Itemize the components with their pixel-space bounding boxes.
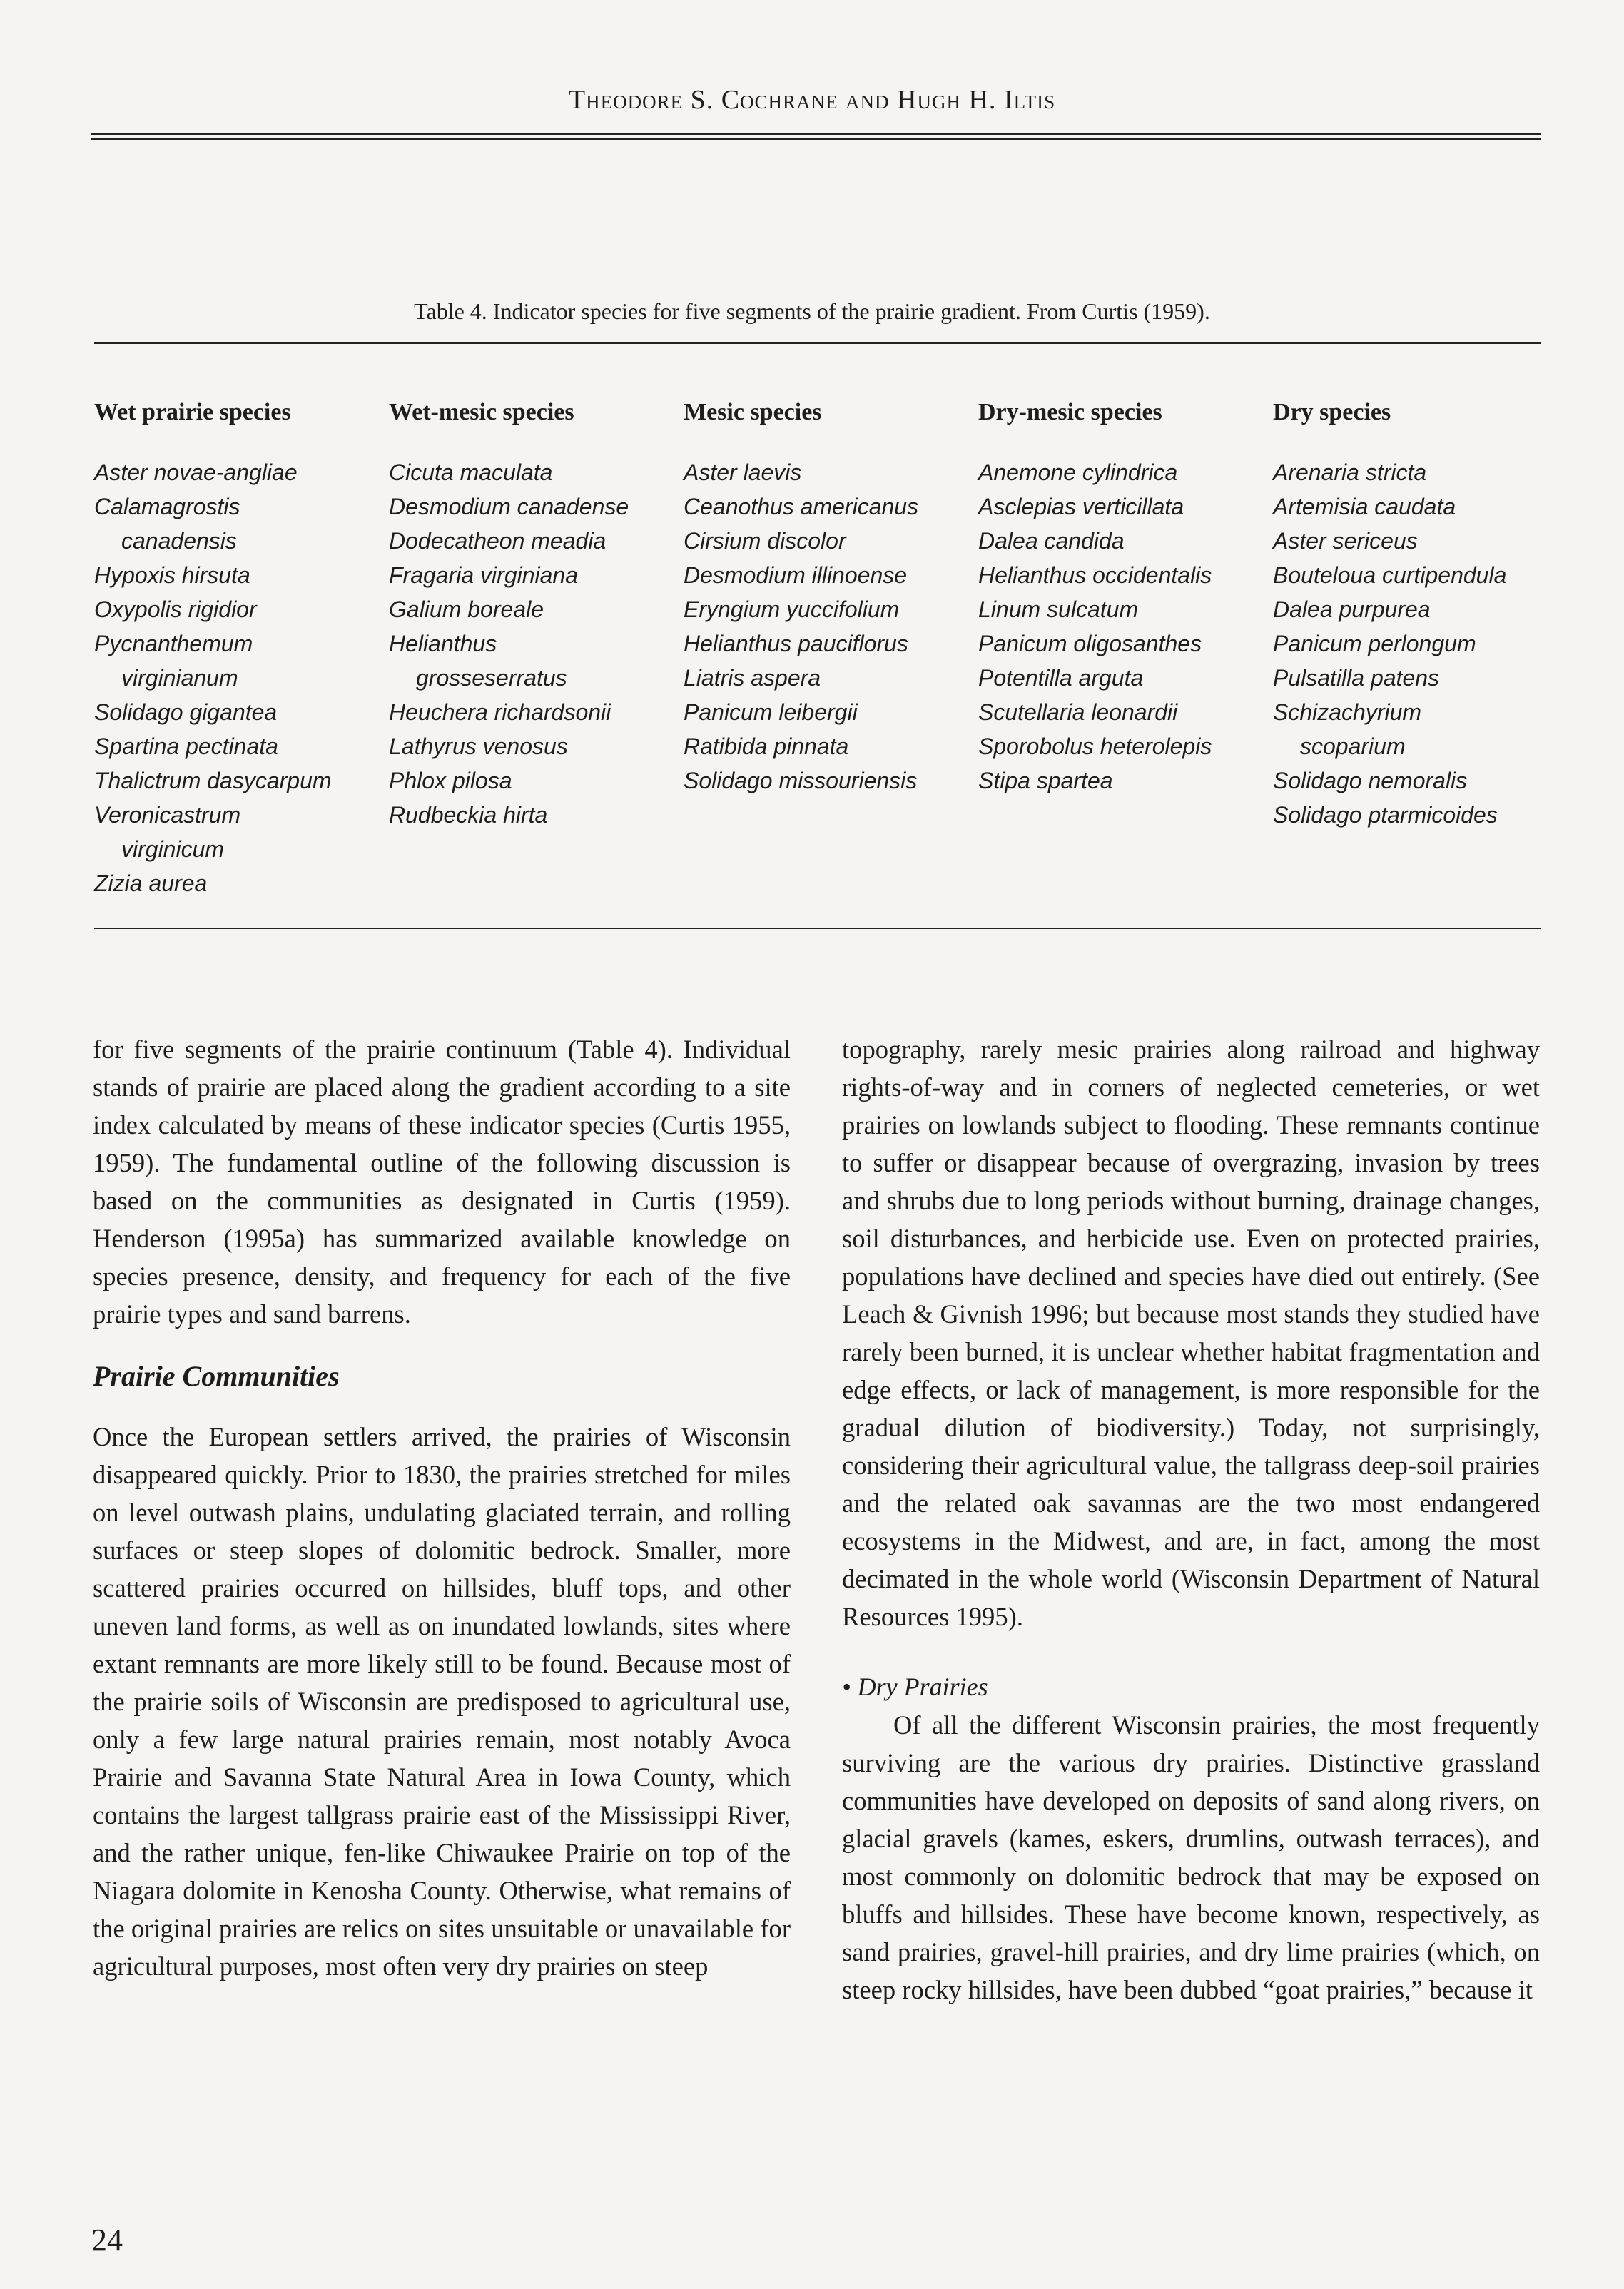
table-header: Dry species <box>1273 399 1391 425</box>
table-cell: Anemone cylindrica <box>978 460 1178 485</box>
table-cell: Desmodium illinoense <box>684 562 908 588</box>
table-cell: Dalea purpurea <box>1273 597 1431 622</box>
table-cell: Zizia aurea <box>94 871 208 896</box>
table-cell: Artemisia caudata <box>1273 494 1456 519</box>
running-head: Theodore S. Cochrane and Hugh H. Iltis <box>568 85 1056 115</box>
table-cell: Panicum leibergii <box>684 699 858 725</box>
table-header: Dry-mesic species <box>978 399 1162 425</box>
table-cell: Eryngium yuccifolium <box>684 597 900 622</box>
page-number: 24 <box>91 2223 123 2258</box>
table-cell: Ceanothus americanus <box>684 494 919 519</box>
table-cell: Helianthus <box>389 631 497 656</box>
table-cell: Bouteloua curtipendula <box>1273 562 1507 588</box>
table-cell: Calamagrostis <box>94 494 240 519</box>
left-text-column <box>93 1030 791 1985</box>
body-paragraph: Once the European settlers arrived, the prairies of Wisconsin disappeared quickly. Prior to 1830, the prairies stretched for miles on level outwash plains, undulating glaciated terrain, and rolling surfaces or steep slopes of dolomitic bedrock. Smaller, more scattered prairies occurred on hillsides, bluff tops, and other uneven land forms, as well as on inundated lowlands, sites where extant remnants are more likely still to be found. Because most of the prairie soils of Wisconsin are predisposed to agricultural use, only a few large natural prairies remain, most notably Avoca Prairie and Savanna State Natural Area in Iowa County, which contains the largest tallgrass prairie east of the Mississippi River, and the rather unique, fen-like Chiwaukee Prairie on top of the Niagara dolomite in Kenosha County. Otherwise, what remains of the original prairies are relics on sites unsuitable or unavailable for agricultural purposes, most often very dry prairies on steep <box>93 1422 791 1981</box>
section-heading: Prairie Communities <box>93 1360 340 1392</box>
table-cell: Heuchera richardsonii <box>389 699 611 725</box>
table-cell: Linum sulcatum <box>978 597 1139 622</box>
table-cell: Pulsatilla patens <box>1273 665 1440 691</box>
table-header: Wet prairie species <box>94 399 291 425</box>
body-paragraph: Of all the different Wisconsin prairies, the most frequently surviving are the various dry prairies. Distinctive grassland communities have developed on deposits of sand along rivers, on glacial gravels (kames, eskers, drumlins, outwash terraces), and most commonly on dolomitic bedrock that may be exposed on bluffs and hillsides. These have become known, respectively, as sand prairies, gravel-hill prairies, and dry lime prairies (which, on steep rocky hillsides, have been dubbed “goat prairies,” because it <box>842 1710 1540 2004</box>
table-cell: Solidago missouriensis <box>684 768 918 793</box>
table-cell: Asclepias verticillata <box>978 494 1184 519</box>
table-cell: Solidago ptarmicoides <box>1273 802 1498 828</box>
table-cell: Lathyrus venosus <box>389 734 568 759</box>
table-header: Wet-mesic species <box>389 399 574 425</box>
table-rule-bottom <box>94 928 1541 929</box>
table-cell: Pycnanthemum <box>94 631 253 656</box>
table-cell: Dalea candida <box>978 528 1125 554</box>
table-cell: Liatris aspera <box>684 665 821 691</box>
table-cell: Aster laevis <box>684 460 802 485</box>
table-cell: Scutellaria leonardii <box>978 699 1178 725</box>
table-cell: Arenaria stricta <box>1273 460 1427 485</box>
table-cell: Cicuta maculata <box>389 460 553 485</box>
table-cell: virginicum <box>121 836 225 862</box>
table-cell: Helianthus pauciflorus <box>684 631 908 656</box>
table-header: Mesic species <box>684 399 822 425</box>
table-cell: Sporobolus heterolepis <box>978 734 1212 759</box>
header-rule-thin <box>91 138 1541 140</box>
table-column-dry-mesic <box>978 394 1278 798</box>
subsection-heading: • Dry Prairies <box>842 1673 988 1701</box>
table-cell: Ratibida pinnata <box>684 734 849 759</box>
table-cell: Fragaria virginiana <box>389 562 579 588</box>
table-rule-top <box>94 342 1541 344</box>
table-cell: Panicum oligosanthes <box>978 631 1202 656</box>
table-cell: Panicum perlongum <box>1273 631 1476 656</box>
table-cell: Oxypolis rigidior <box>94 597 257 622</box>
table-cell: Cirsium discolor <box>684 528 846 554</box>
table-cell: Schizachyrium <box>1273 699 1422 725</box>
table-cell: Desmodium canadense <box>389 494 629 519</box>
table-cell: canadensis <box>121 528 237 554</box>
table-cell: Potentilla arguta <box>978 665 1144 691</box>
table-cell: virginianum <box>121 665 238 691</box>
table-cell: Veronicastrum <box>94 802 241 828</box>
table-cell: Dodecatheon meadia <box>389 528 607 554</box>
table-column-wet-mesic <box>389 394 689 832</box>
table-cell: Solidago nemoralis <box>1273 768 1468 793</box>
table-cell: Stipa spartea <box>978 768 1113 793</box>
body-paragraph: for five segments of the prairie continuum (Table 4). Individual stands of prairie are placed along the gradient according to a site index calculated by means of these indicator species (Curtis 1955, 1959). The fundamental outline of the following discussion is based on the communities as designated in Curtis (1959). Henderson (1995a) has summarized available knowledge on species presence, density, and frequency for each of the five prairie types and sand barrens. <box>93 1035 791 1329</box>
table-cell: Aster novae-angliae <box>94 460 298 485</box>
table-cell: grosseserratus <box>416 665 567 691</box>
table-column-mesic <box>684 394 983 798</box>
header-rule <box>91 133 1541 135</box>
table-column-wet <box>94 394 394 900</box>
table-cell: Hypoxis hirsuta <box>94 562 250 588</box>
table-cell: scoparium <box>1300 734 1406 759</box>
table-column-dry <box>1273 394 1573 832</box>
table-cell: Thalictrum dasycarpum <box>94 768 332 793</box>
table-cell: Spartina pectinata <box>94 734 278 759</box>
table-cell: Galium boreale <box>389 597 544 622</box>
table-caption: Table 4. Indicator species for five segments of the prairie gradient. From Curtis (1959). <box>414 298 1210 324</box>
table-cell: Helianthus occidentalis <box>978 562 1212 588</box>
body-paragraph: topography, rarely mesic prairies along railroad and highway rights-of-way and in corners of neglected cemeteries, or wet prairies on lowlands subject to flooding. These remnants continue to suffer or disappear because of overgrazing, invasion by trees and shrubs due to long periods without burning, drainage changes, soil disturbances, and herbicide use. Even on protected prairies, populations have declined and species have died out entirely. (See Leach & Givnish 1996; but because most stands they studied have rarely been burned, it is unclear whether habitat fragmentation and edge effects, or lack of management, is more responsible for the gradual dilution of biodiversity.) Today, not surprisingly, considering their agricultural value, the tallgrass deep-soil prairies and the related oak savannas are the two most endangered ecosystems in the Midwest, and are, in fact, among the most decimated in the whole world (Wisconsin Department of Natural Resources 1995). <box>842 1035 1540 1631</box>
table-cell: Solidago gigantea <box>94 699 278 725</box>
table-cell: Aster sericeus <box>1273 528 1418 554</box>
right-text-column <box>842 1030 1540 2009</box>
table-cell: Phlox pilosa <box>389 768 512 793</box>
table-cell: Rudbeckia hirta <box>389 802 548 828</box>
